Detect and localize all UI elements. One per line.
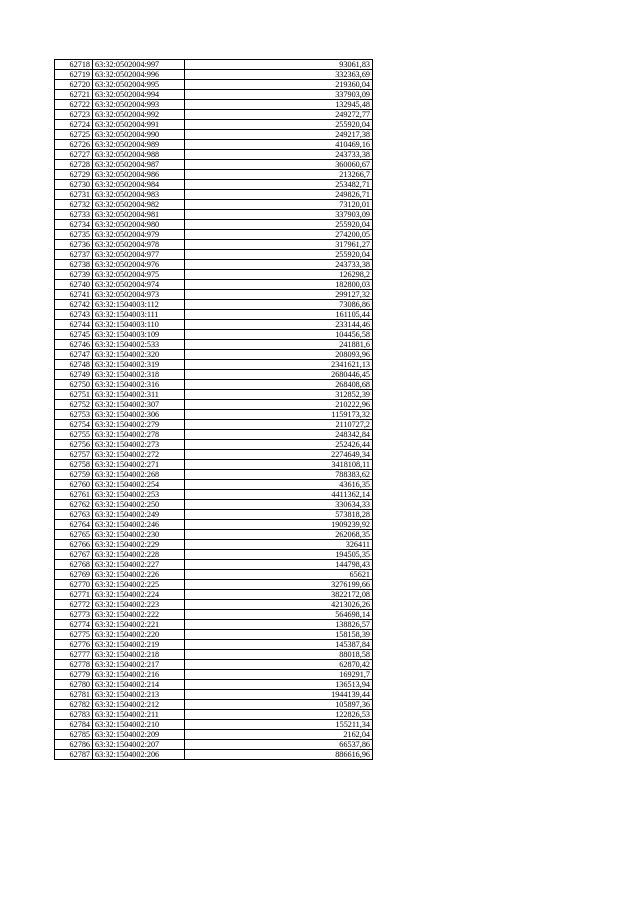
cadastral-number-cell: 63:32:0502004:982 (93, 200, 185, 210)
table-row (55, 430, 373, 440)
row-number-cell: 62767 (55, 550, 93, 560)
row-number-cell: 62779 (55, 670, 93, 680)
table-row (55, 540, 373, 550)
table-row (55, 700, 373, 710)
cadastral-value-cell: 138826,57 (185, 620, 373, 630)
cadastral-number-cell: 63:32:0502004:990 (93, 130, 185, 140)
cadastral-value-cell: 312852,39 (185, 390, 373, 400)
row-number-cell: 62738 (55, 260, 93, 270)
cadastral-number-cell: 63:32:1504002:214 (93, 680, 185, 690)
table-row (55, 710, 373, 720)
table-row (55, 690, 373, 700)
table-row (55, 100, 373, 110)
cadastral-value-cell: 132945,48 (185, 100, 373, 110)
table-row (55, 420, 373, 430)
cadastral-value-cell: 73120,01 (185, 200, 373, 210)
cadastral-number-cell: 63:32:1504002:311 (93, 390, 185, 400)
table-row (55, 250, 373, 260)
cadastral-number-cell: 63:32:0502004:981 (93, 210, 185, 220)
cadastral-number-cell: 63:32:1504002:228 (93, 550, 185, 560)
cadastral-value-cell: 241881,6 (185, 340, 373, 350)
row-number-cell: 62765 (55, 530, 93, 540)
table-row (55, 270, 373, 280)
cadastral-number-cell: 63:32:1504002:249 (93, 510, 185, 520)
cadastral-number-cell: 63:32:1504002:219 (93, 640, 185, 650)
cadastral-value-cell: 219360,04 (185, 80, 373, 90)
table-row (55, 750, 373, 760)
cadastral-number-cell: 63:32:0502004:994 (93, 90, 185, 100)
row-number-cell: 62728 (55, 160, 93, 170)
table-row (55, 330, 373, 340)
row-number-cell: 62737 (55, 250, 93, 260)
cadastral-value-cell: 253482,71 (185, 180, 373, 190)
table-row (55, 720, 373, 730)
row-number-cell: 62748 (55, 360, 93, 370)
cadastral-number-cell: 63:32:0502004:993 (93, 100, 185, 110)
row-number-cell: 62772 (55, 600, 93, 610)
cadastral-number-cell: 63:32:1504002:226 (93, 570, 185, 580)
table-row (55, 360, 373, 370)
row-number-cell: 62725 (55, 130, 93, 140)
table-row (55, 400, 373, 410)
row-number-cell: 62784 (55, 720, 93, 730)
cadastral-value-cell: 1909239,92 (185, 520, 373, 530)
table-row (55, 130, 373, 140)
cadastral-value-cell: 145387,84 (185, 640, 373, 650)
table-row (55, 410, 373, 420)
cadastral-value-cell: 299127,32 (185, 290, 373, 300)
table-row (55, 570, 373, 580)
row-number-cell: 62731 (55, 190, 93, 200)
table-row (55, 150, 373, 160)
row-number-cell: 62783 (55, 710, 93, 720)
cadastral-number-cell: 63:32:0502004:986 (93, 170, 185, 180)
cadastral-number-cell: 63:32:1504002:246 (93, 520, 185, 530)
row-number-cell: 62723 (55, 110, 93, 120)
cadastral-value-cell: 886616,96 (185, 750, 373, 760)
cadastral-number-cell: 63:32:0502004:980 (93, 220, 185, 230)
row-number-cell: 62742 (55, 300, 93, 310)
cadastral-value-cell: 158158,39 (185, 630, 373, 640)
cadastral-number-cell: 63:32:1504002:320 (93, 350, 185, 360)
cadastral-value-cell: 255920,04 (185, 250, 373, 260)
cadastral-value-cell: 126298,2 (185, 270, 373, 280)
table-row (55, 110, 373, 120)
cadastral-number-cell: 63:32:1504002:210 (93, 720, 185, 730)
table-row (55, 190, 373, 200)
row-number-cell: 62762 (55, 500, 93, 510)
row-number-cell: 62736 (55, 240, 93, 250)
cadastral-value-cell: 3276199,66 (185, 580, 373, 590)
table-row (55, 740, 373, 750)
cadastral-number-cell: 63:32:1504002:307 (93, 400, 185, 410)
row-number-cell: 62768 (55, 560, 93, 570)
cadastral-value-cell: 2162,04 (185, 730, 373, 740)
row-number-cell: 62732 (55, 200, 93, 210)
table-row (55, 370, 373, 380)
cadastral-value-cell: 332363,69 (185, 70, 373, 80)
cadastral-number-cell: 63:32:1504002:316 (93, 380, 185, 390)
row-number-cell: 62721 (55, 90, 93, 100)
row-number-cell: 62741 (55, 290, 93, 300)
row-number-cell: 62739 (55, 270, 93, 280)
cadastral-value-cell: 65621 (185, 570, 373, 580)
row-number-cell: 62764 (55, 520, 93, 530)
cadastral-number-cell: 63:32:1504002:207 (93, 740, 185, 750)
cadastral-value-cell: 2110727,2 (185, 420, 373, 430)
cadastral-value-cell: 3822172,08 (185, 590, 373, 600)
cadastral-number-cell: 63:32:0502004:988 (93, 150, 185, 160)
cadastral-number-cell: 63:32:1504002:213 (93, 690, 185, 700)
cadastral-number-cell: 63:32:1504002:319 (93, 360, 185, 370)
row-number-cell: 62727 (55, 150, 93, 160)
cadastral-value-cell: 104456,58 (185, 330, 373, 340)
cadastral-value-cell: 330634,33 (185, 500, 373, 510)
cadastral-number-cell: 63:32:0502004:977 (93, 250, 185, 260)
cadastral-number-cell: 63:32:0502004:997 (93, 60, 185, 70)
table-row (55, 70, 373, 80)
cadastral-value-cell: 169291,7 (185, 670, 373, 680)
table-row (55, 440, 373, 450)
table-row (55, 510, 373, 520)
cadastral-value-cell: 252426,44 (185, 440, 373, 450)
row-number-cell: 62761 (55, 490, 93, 500)
cadastral-number-cell: 63:32:0502004:974 (93, 280, 185, 290)
table-row (55, 200, 373, 210)
table-row (55, 350, 373, 360)
cadastral-value-cell: 255920,04 (185, 220, 373, 230)
cadastral-value-cell: 249826,71 (185, 190, 373, 200)
row-number-cell: 62720 (55, 80, 93, 90)
cadastral-number-cell: 63:32:0502004:989 (93, 140, 185, 150)
cadastral-value-cell: 249272,77 (185, 110, 373, 120)
cadastral-value-cell: 144798,43 (185, 560, 373, 570)
table-row (55, 380, 373, 390)
row-number-cell: 62745 (55, 330, 93, 340)
cadastral-value-cell: 248342,84 (185, 430, 373, 440)
cadastral-value-cell: 73086,86 (185, 300, 373, 310)
cadastral-number-cell: 63:32:1504002:272 (93, 450, 185, 460)
cadastral-number-cell: 63:32:1504002:227 (93, 560, 185, 570)
table-row (55, 160, 373, 170)
cadastral-number-cell: 63:32:0502004:978 (93, 240, 185, 250)
cadastral-value-cell: 243733,38 (185, 260, 373, 270)
row-number-cell: 62763 (55, 510, 93, 520)
table-row (55, 730, 373, 740)
cadastral-value-cell: 268408,68 (185, 380, 373, 390)
row-number-cell: 62770 (55, 580, 93, 590)
row-number-cell: 62777 (55, 650, 93, 660)
table-row (55, 140, 373, 150)
cadastral-value-cell: 410469,16 (185, 140, 373, 150)
cadastral-value-cell: 4411362,14 (185, 490, 373, 500)
row-number-cell: 62749 (55, 370, 93, 380)
table-row (55, 390, 373, 400)
table-row (55, 80, 373, 90)
table-row (55, 660, 373, 670)
table-row (55, 90, 373, 100)
cadastral-value-cell: 2274649,34 (185, 450, 373, 460)
cadastral-number-cell: 63:32:1504002:230 (93, 530, 185, 540)
cadastral-number-cell: 63:32:0502004:975 (93, 270, 185, 280)
cadastral-value-cell: 105897,36 (185, 700, 373, 710)
row-number-cell: 62782 (55, 700, 93, 710)
table-row (55, 220, 373, 230)
row-number-cell: 62722 (55, 100, 93, 110)
row-number-cell: 62773 (55, 610, 93, 620)
cadastral-number-cell: 63:32:1504002:306 (93, 410, 185, 420)
row-number-cell: 62757 (55, 450, 93, 460)
table-row (55, 170, 373, 180)
table-row (55, 310, 373, 320)
cadastral-value-cell: 136513,94 (185, 680, 373, 690)
row-number-cell: 62771 (55, 590, 93, 600)
cadastral-number-cell: 63:32:0502004:976 (93, 260, 185, 270)
cadastral-number-cell: 63:32:1504002:268 (93, 470, 185, 480)
table-row (55, 470, 373, 480)
cadastral-number-cell: 63:32:0502004:996 (93, 70, 185, 80)
cadastral-number-cell: 63:32:1504002:224 (93, 590, 185, 600)
cadastral-number-cell: 63:32:1504002:206 (93, 750, 185, 760)
cadastral-number-cell: 63:32:1504002:229 (93, 540, 185, 550)
row-number-cell: 62778 (55, 660, 93, 670)
row-number-cell: 62755 (55, 430, 93, 440)
row-number-cell: 62787 (55, 750, 93, 760)
row-number-cell: 62724 (55, 120, 93, 130)
cadastral-value-cell: 208093,96 (185, 350, 373, 360)
cadastral-number-cell: 63:32:1504002:225 (93, 580, 185, 590)
table-row (55, 590, 373, 600)
cadastral-number-cell: 63:32:0502004:983 (93, 190, 185, 200)
row-number-cell: 62743 (55, 310, 93, 320)
table-row (55, 600, 373, 610)
row-number-cell: 62751 (55, 390, 93, 400)
row-number-cell: 62746 (55, 340, 93, 350)
cadastral-number-cell: 63:32:0502004:991 (93, 120, 185, 130)
cadastral-value-cell: 3418108,11 (185, 460, 373, 470)
table-row (55, 120, 373, 130)
cadastral-number-cell: 63:32:1504002:279 (93, 420, 185, 430)
row-number-cell: 62760 (55, 480, 93, 490)
cadastral-value-cell: 88018,58 (185, 650, 373, 660)
table-row (55, 460, 373, 470)
cadastral-value-cell: 213266,7 (185, 170, 373, 180)
row-number-cell: 62769 (55, 570, 93, 580)
table-row (55, 500, 373, 510)
cadastral-number-cell: 63:32:1504002:217 (93, 660, 185, 670)
table-row (55, 60, 373, 70)
row-number-cell: 62718 (55, 60, 93, 70)
cadastral-value-cell: 4213026,26 (185, 600, 373, 610)
table-row (55, 670, 373, 680)
cadastral-value-cell: 360060,67 (185, 160, 373, 170)
cadastral-number-cell: 63:32:1504002:222 (93, 610, 185, 620)
row-number-cell: 62786 (55, 740, 93, 750)
cadastral-number-cell: 63:32:1504002:216 (93, 670, 185, 680)
row-number-cell: 62740 (55, 280, 93, 290)
table-row (55, 230, 373, 240)
row-number-cell: 62758 (55, 460, 93, 470)
cadastral-value-cell: 1944139,44 (185, 690, 373, 700)
cadastral-value-cell: 326411 (185, 540, 373, 550)
row-number-cell: 62733 (55, 210, 93, 220)
cadastral-value-cell: 337903,09 (185, 90, 373, 100)
cadastral-value-cell: 2680446,45 (185, 370, 373, 380)
cadastral-number-cell: 63:32:1504002:209 (93, 730, 185, 740)
cadastral-number-cell: 63:32:1504002:278 (93, 430, 185, 440)
table-row (55, 480, 373, 490)
cadastral-number-cell: 63:32:1504002:533 (93, 340, 185, 350)
row-number-cell: 62726 (55, 140, 93, 150)
cadastral-value-cell: 122826,53 (185, 710, 373, 720)
cadastral-value-cell: 337903,09 (185, 210, 373, 220)
cadastral-number-cell: 63:32:1504002:273 (93, 440, 185, 450)
row-number-cell: 62744 (55, 320, 93, 330)
table-row (55, 520, 373, 530)
cadastral-value-cell: 573818,28 (185, 510, 373, 520)
cadastral-number-cell: 63:32:1504002:212 (93, 700, 185, 710)
cadastral-value-cell: 249217,38 (185, 130, 373, 140)
row-number-cell: 62719 (55, 70, 93, 80)
row-number-cell: 62766 (55, 540, 93, 550)
cadastral-value-cell: 243733,38 (185, 150, 373, 160)
table-row (55, 180, 373, 190)
cadastral-number-cell: 63:32:1504002:254 (93, 480, 185, 490)
row-number-cell: 62775 (55, 630, 93, 640)
row-number-cell: 62754 (55, 420, 93, 430)
cadastral-value-cell: 233144,46 (185, 320, 373, 330)
table-row (55, 610, 373, 620)
table-row (55, 340, 373, 350)
cadastral-value-cell: 788383,62 (185, 470, 373, 480)
cadastral-number-cell: 63:32:0502004:987 (93, 160, 185, 170)
cadastral-number-cell: 63:32:0502004:979 (93, 230, 185, 240)
table-row (55, 640, 373, 650)
table-row (55, 560, 373, 570)
cadastral-value-cell: 43616,35 (185, 480, 373, 490)
cadastral-number-cell: 63:32:1504002:221 (93, 620, 185, 630)
cadastral-value-cell: 1159173,32 (185, 410, 373, 420)
table-row (55, 530, 373, 540)
table-row (55, 620, 373, 630)
table-row (55, 650, 373, 660)
cadastral-number-cell: 63:32:1504002:223 (93, 600, 185, 610)
row-number-cell: 62730 (55, 180, 93, 190)
cadastral-number-cell: 63:32:1504003:110 (93, 320, 185, 330)
row-number-cell: 62753 (55, 410, 93, 420)
row-number-cell: 62759 (55, 470, 93, 480)
cadastral-number-cell: 63:32:1504002:318 (93, 370, 185, 380)
cadastral-value-cell: 93061,83 (185, 60, 373, 70)
cadastral-value-cell: 255920,04 (185, 120, 373, 130)
cadastral-number-cell: 63:32:1504002:271 (93, 460, 185, 470)
table-row (55, 320, 373, 330)
row-number-cell: 62776 (55, 640, 93, 650)
table-row (55, 680, 373, 690)
cadastral-number-cell: 63:32:1504003:111 (93, 310, 185, 320)
cadastral-number-cell: 63:32:0502004:995 (93, 80, 185, 90)
cadastral-number-cell: 63:32:1504002:253 (93, 490, 185, 500)
table-row (55, 490, 373, 500)
cadastral-value-cell: 194505,35 (185, 550, 373, 560)
cadastral-value-cell: 62870,42 (185, 660, 373, 670)
cadastral-value-cell: 274200,05 (185, 230, 373, 240)
cadastral-number-cell: 63:32:0502004:992 (93, 110, 185, 120)
row-number-cell: 62780 (55, 680, 93, 690)
cadastral-number-cell: 63:32:1504002:220 (93, 630, 185, 640)
cadastral-value-cell: 161105,44 (185, 310, 373, 320)
cadastral-value-table (54, 59, 373, 760)
row-number-cell: 62747 (55, 350, 93, 360)
table-row (55, 260, 373, 270)
table-row (55, 240, 373, 250)
cadastral-number-cell: 63:32:1504002:211 (93, 710, 185, 720)
table-row (55, 210, 373, 220)
row-number-cell: 62774 (55, 620, 93, 630)
cadastral-value-cell: 564698,14 (185, 610, 373, 620)
cadastral-value-cell: 155211,34 (185, 720, 373, 730)
row-number-cell: 62752 (55, 400, 93, 410)
cadastral-number-cell: 63:32:1504002:218 (93, 650, 185, 660)
row-number-cell: 62735 (55, 230, 93, 240)
row-number-cell: 62781 (55, 690, 93, 700)
cadastral-number-cell: 63:32:1504002:250 (93, 500, 185, 510)
cadastral-number-cell: 63:32:1504003:112 (93, 300, 185, 310)
cadastral-number-cell: 63:32:0502004:984 (93, 180, 185, 190)
cadastral-number-cell: 63:32:0502004:973 (93, 290, 185, 300)
table-row (55, 550, 373, 560)
row-number-cell: 62756 (55, 440, 93, 450)
cadastral-value-cell: 2341621,13 (185, 360, 373, 370)
table-row (55, 580, 373, 590)
cadastral-value-cell: 210222,96 (185, 400, 373, 410)
row-number-cell: 62729 (55, 170, 93, 180)
row-number-cell: 62785 (55, 730, 93, 740)
table-row (55, 300, 373, 310)
cadastral-value-cell: 317961,27 (185, 240, 373, 250)
cadastral-value-cell: 182800,03 (185, 280, 373, 290)
table-row (55, 630, 373, 640)
cadastral-value-cell: 66537,86 (185, 740, 373, 750)
cadastral-number-cell: 63:32:1504003:109 (93, 330, 185, 340)
table-row (55, 450, 373, 460)
row-number-cell: 62734 (55, 220, 93, 230)
table-row (55, 280, 373, 290)
table-body (55, 60, 373, 760)
row-number-cell: 62750 (55, 380, 93, 390)
cadastral-value-cell: 262068,35 (185, 530, 373, 540)
table-row (55, 290, 373, 300)
